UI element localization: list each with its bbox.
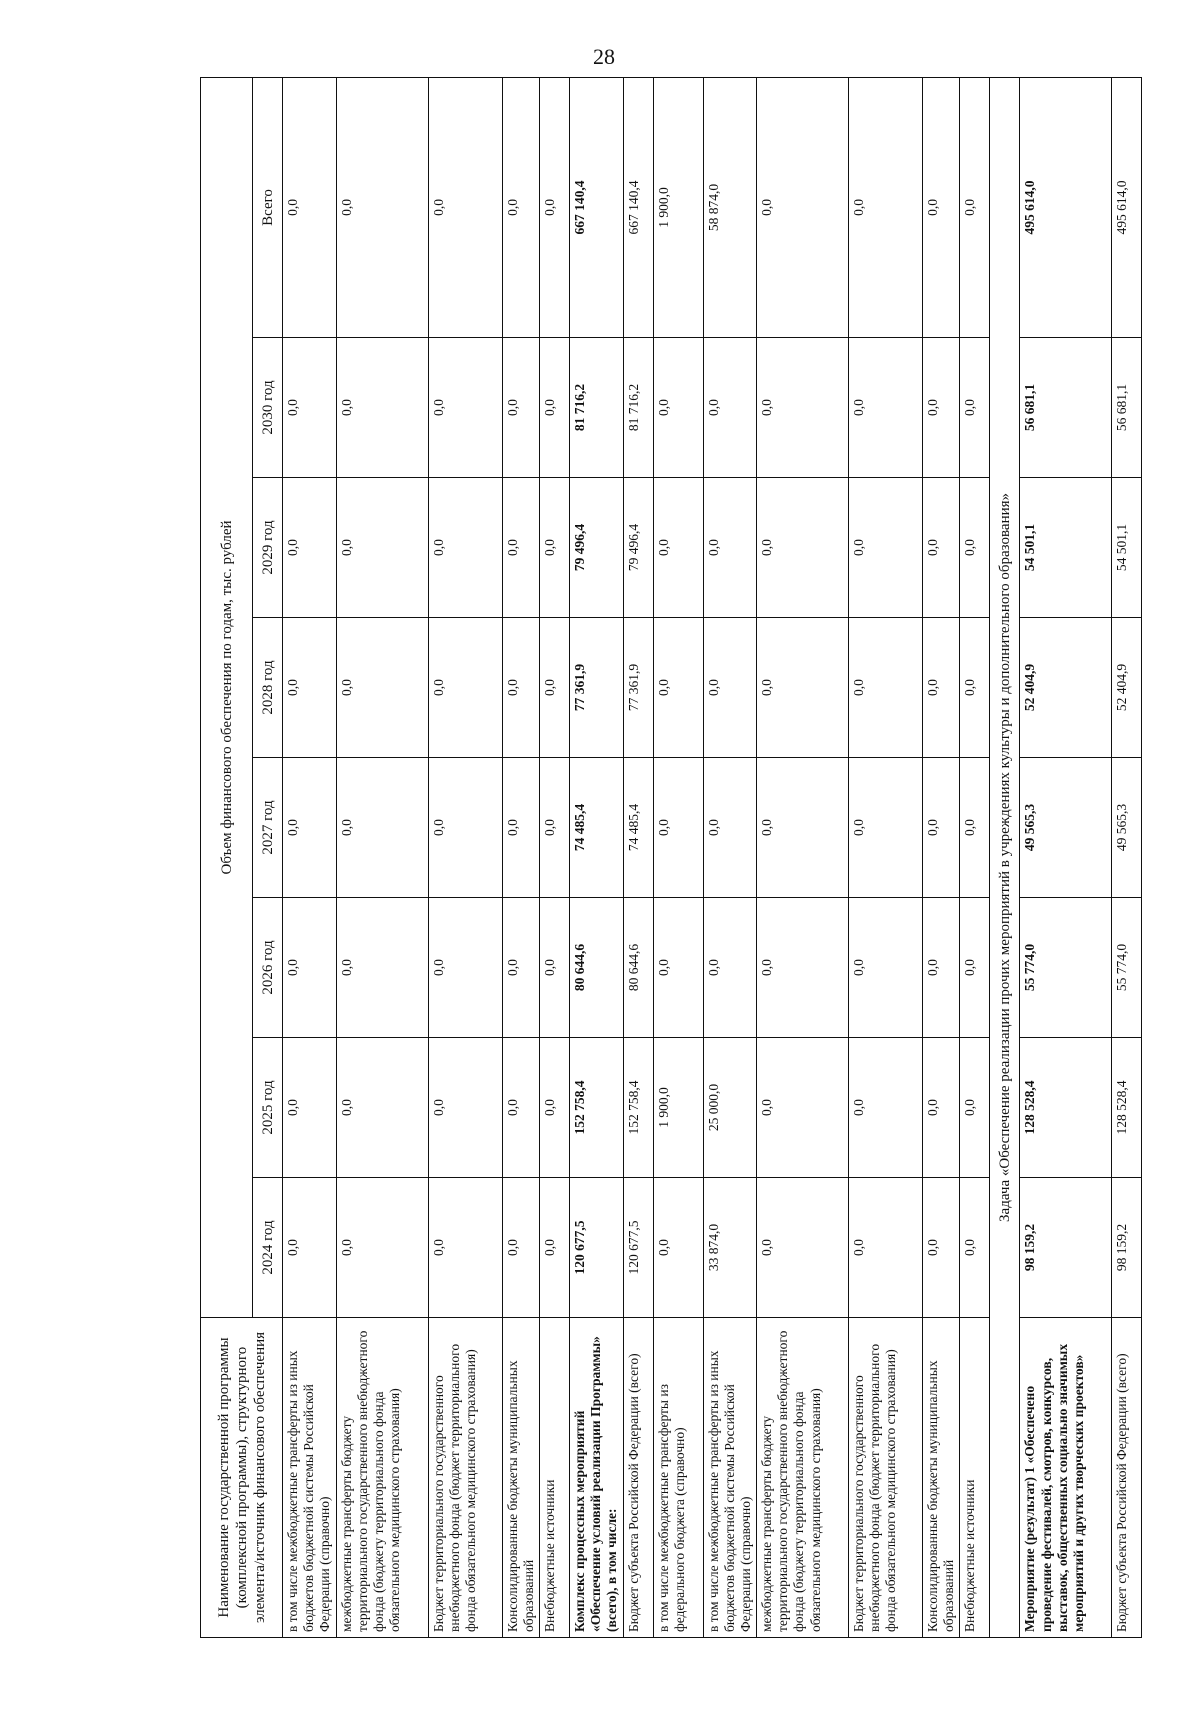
- value-cell: 0,0: [849, 898, 923, 1038]
- row-label: межбюджетные трансферты бюджету территориального государственного внебюджетного фонда (бюджету территориального фонда обязательного медицинского страхования): [336, 1318, 428, 1638]
- value-cell: 128 528,4: [1112, 1038, 1142, 1178]
- value-cell: 0,0: [283, 1178, 337, 1318]
- table-row: [569, 77, 623, 1637]
- value-cell: 0,0: [849, 1178, 923, 1318]
- row-label: в том числе межбюджетные трансферты из иных бюджетов бюджетной системы Российской Федерации (справочно): [283, 1318, 337, 1638]
- value-cell: 0,0: [539, 1178, 569, 1318]
- value-cell: 0,0: [428, 1038, 502, 1178]
- value-cell: 0,0: [502, 1178, 539, 1318]
- value-cell: 0,0: [539, 338, 569, 478]
- value-cell: 77 361,9: [623, 618, 653, 758]
- value-cell: 0,0: [502, 478, 539, 618]
- table-row: [283, 77, 337, 1637]
- header-name: Наименование государственной программы (комплексной программы), структурного элемента/источник финансового обеспечения: [201, 1318, 283, 1638]
- header-year: 2028 год: [253, 618, 283, 758]
- header-year: Всего: [253, 77, 283, 337]
- value-cell: 81 716,2: [623, 338, 653, 478]
- value-cell: 0,0: [539, 77, 569, 337]
- value-cell: 81 716,2: [569, 338, 623, 478]
- value-cell: 0,0: [502, 1038, 539, 1178]
- row-label: межбюджетные трансферты бюджету территориального государственного внебюджетного фонда (бюджету территориального фонда обязательного медицинского страхования): [757, 1318, 849, 1638]
- value-cell: 0,0: [502, 618, 539, 758]
- value-cell: 0,0: [428, 77, 502, 337]
- value-cell: 77 361,9: [569, 618, 623, 758]
- value-cell: 0,0: [849, 77, 923, 337]
- value-cell: 0,0: [757, 77, 849, 337]
- value-cell: 0,0: [283, 758, 337, 898]
- value-cell: 0,0: [960, 618, 990, 758]
- row-label: Бюджет субъекта Российской Федерации (всего): [623, 1318, 653, 1638]
- value-cell: 0,0: [283, 1038, 337, 1178]
- value-cell: 0,0: [923, 478, 960, 618]
- value-cell: 0,0: [757, 1178, 849, 1318]
- value-cell: 0,0: [703, 478, 757, 618]
- value-cell: 0,0: [757, 618, 849, 758]
- table-row: [502, 77, 539, 1637]
- value-cell: 0,0: [283, 478, 337, 618]
- table-row: [1020, 77, 1112, 1637]
- header-year: 2030 год: [253, 338, 283, 478]
- table-row: [703, 77, 757, 1637]
- row-label: Внебюджетные источники: [960, 1318, 990, 1638]
- value-cell: 56 681,1: [1112, 338, 1142, 478]
- value-cell: 58 874,0: [703, 77, 757, 337]
- value-cell: 0,0: [283, 898, 337, 1038]
- table-row: [428, 77, 502, 1637]
- row-label: Комплекс процессных мероприятий «Обеспечение условий реализации Программы» (всего), в том числе:: [569, 1318, 623, 1638]
- value-cell: 152 758,4: [623, 1038, 653, 1178]
- row-label: Бюджет территориального государственного внебюджетного фонда (бюджет территориального фонда обязательного медицинского страхования): [849, 1318, 923, 1638]
- value-cell: 49 565,3: [1112, 758, 1142, 898]
- value-cell: 80 644,6: [569, 898, 623, 1038]
- row-label: Бюджет территориального государственного внебюджетного фонда (бюджет территориального фонда обязательного медицинского страхования): [428, 1318, 502, 1638]
- table-row: [923, 77, 960, 1637]
- header-year: 2026 год: [253, 898, 283, 1038]
- header-year: 2024 год: [253, 1178, 283, 1318]
- value-cell: 0,0: [703, 758, 757, 898]
- header-year: 2025 год: [253, 1038, 283, 1178]
- row-label: Бюджет субъекта Российской Федерации (всего): [1112, 1318, 1142, 1638]
- value-cell: 0,0: [757, 478, 849, 618]
- value-cell: 0,0: [336, 338, 428, 478]
- value-cell: 0,0: [428, 758, 502, 898]
- row-label: Мероприятие (результат) 1 «Обеспечено проведение фестивалей, смотров, конкурсов, выставок, общественных социально значимых мероприятий и других творческих проектов»: [1020, 1318, 1112, 1638]
- value-cell: 667 140,4: [569, 77, 623, 337]
- value-cell: 0,0: [960, 478, 990, 618]
- value-cell: 0,0: [336, 1038, 428, 1178]
- value-cell: 0,0: [283, 77, 337, 337]
- value-cell: 0,0: [923, 1038, 960, 1178]
- value-cell: 80 644,6: [623, 898, 653, 1038]
- value-cell: 0,0: [428, 898, 502, 1038]
- value-cell: 0,0: [703, 338, 757, 478]
- value-cell: 52 404,9: [1112, 618, 1142, 758]
- value-cell: 0,0: [960, 1178, 990, 1318]
- value-cell: 128 528,4: [1020, 1038, 1112, 1178]
- value-cell: 0,0: [283, 338, 337, 478]
- value-cell: 0,0: [336, 618, 428, 758]
- value-cell: 98 159,2: [1020, 1178, 1112, 1318]
- value-cell: 0,0: [539, 478, 569, 618]
- value-cell: 0,0: [923, 338, 960, 478]
- table-row: [990, 77, 1020, 1637]
- value-cell: 0,0: [757, 1038, 849, 1178]
- value-cell: 0,0: [923, 758, 960, 898]
- value-cell: 49 565,3: [1020, 758, 1112, 898]
- value-cell: 0,0: [336, 1178, 428, 1318]
- table-row: [653, 77, 703, 1637]
- table-row: [539, 77, 569, 1637]
- value-cell: 0,0: [539, 1038, 569, 1178]
- value-cell: 0,0: [502, 898, 539, 1038]
- value-cell: 0,0: [960, 1038, 990, 1178]
- value-cell: 0,0: [539, 758, 569, 898]
- funding-table: [200, 77, 1142, 1638]
- value-cell: 495 614,0: [1020, 77, 1112, 337]
- value-cell: 152 758,4: [569, 1038, 623, 1178]
- value-cell: 0,0: [960, 758, 990, 898]
- value-cell: 0,0: [539, 898, 569, 1038]
- value-cell: 0,0: [757, 898, 849, 1038]
- value-cell: 52 404,9: [1020, 618, 1112, 758]
- value-cell: 0,0: [923, 77, 960, 337]
- value-cell: 0,0: [653, 758, 703, 898]
- value-cell: 0,0: [336, 758, 428, 898]
- value-cell: 0,0: [428, 478, 502, 618]
- value-cell: 0,0: [757, 758, 849, 898]
- value-cell: 0,0: [960, 338, 990, 478]
- value-cell: 0,0: [502, 758, 539, 898]
- table-row: [1112, 77, 1142, 1637]
- value-cell: 0,0: [336, 478, 428, 618]
- table-row: [336, 77, 428, 1637]
- value-cell: 0,0: [428, 618, 502, 758]
- value-cell: 98 159,2: [1112, 1178, 1142, 1318]
- value-cell: 667 140,4: [623, 77, 653, 337]
- value-cell: 79 496,4: [569, 478, 623, 618]
- row-label: в том числе межбюджетные трансферты из федерального бюджета (справочно): [653, 1318, 703, 1638]
- value-cell: 0,0: [923, 898, 960, 1038]
- value-cell: 0,0: [923, 618, 960, 758]
- value-cell: 0,0: [653, 1178, 703, 1318]
- value-cell: 0,0: [283, 618, 337, 758]
- header-year: 2029 год: [253, 478, 283, 618]
- table-row: [623, 77, 653, 1637]
- row-label: Консолидированные бюджеты муниципальных образований: [502, 1318, 539, 1638]
- value-cell: 0,0: [703, 618, 757, 758]
- value-cell: 0,0: [539, 618, 569, 758]
- value-cell: 0,0: [960, 77, 990, 337]
- value-cell: 74 485,4: [569, 758, 623, 898]
- row-label: Консолидированные бюджеты муниципальных образований: [923, 1318, 960, 1638]
- value-cell: 56 681,1: [1020, 338, 1112, 478]
- value-cell: 0,0: [653, 898, 703, 1038]
- value-cell: 0,0: [502, 338, 539, 478]
- value-cell: 0,0: [502, 77, 539, 337]
- value-cell: 0,0: [653, 338, 703, 478]
- page-number: 28: [593, 44, 615, 69]
- value-cell: 0,0: [757, 338, 849, 478]
- value-cell: 0,0: [849, 758, 923, 898]
- value-cell: 495 614,0: [1112, 77, 1142, 337]
- value-cell: 120 677,5: [623, 1178, 653, 1318]
- value-cell: 0,0: [923, 1178, 960, 1318]
- value-cell: 0,0: [849, 618, 923, 758]
- table-row: [960, 77, 990, 1637]
- header-volume: Объем финансового обеспечения по годам, тыс. рублей: [201, 77, 253, 1317]
- table-row: [849, 77, 923, 1637]
- value-cell: 0,0: [428, 1178, 502, 1318]
- value-cell: 25 000,0: [703, 1038, 757, 1178]
- value-cell: 0,0: [849, 478, 923, 618]
- value-cell: 1 900,0: [653, 1038, 703, 1178]
- row-label: Внебюджетные источники: [539, 1318, 569, 1638]
- row-label: в том числе межбюджетные трансферты из иных бюджетов бюджетной системы Российской Федерации (справочно): [703, 1318, 757, 1638]
- value-cell: 0,0: [703, 898, 757, 1038]
- value-cell: 0,0: [428, 338, 502, 478]
- value-cell: 120 677,5: [569, 1178, 623, 1318]
- header-year: 2027 год: [253, 758, 283, 898]
- value-cell: 0,0: [653, 618, 703, 758]
- table-row: [757, 77, 849, 1637]
- value-cell: 55 774,0: [1020, 898, 1112, 1038]
- value-cell: 33 874,0: [703, 1178, 757, 1318]
- value-cell: 0,0: [849, 338, 923, 478]
- value-cell: 0,0: [960, 898, 990, 1038]
- value-cell: 1 900,0: [653, 77, 703, 337]
- value-cell: 0,0: [653, 478, 703, 618]
- value-cell: 54 501,1: [1020, 478, 1112, 618]
- value-cell: 55 774,0: [1112, 898, 1142, 1038]
- funding-table-rotated: [200, 78, 1130, 1638]
- value-cell: 79 496,4: [623, 478, 653, 618]
- value-cell: 54 501,1: [1112, 478, 1142, 618]
- value-cell: 0,0: [336, 77, 428, 337]
- task-row-label: Задача «Обеспечение реализации прочих мероприятий в учреждениях культуры и дополнительного образования»: [990, 77, 1020, 1637]
- value-cell: 0,0: [849, 1038, 923, 1178]
- value-cell: 0,0: [336, 898, 428, 1038]
- value-cell: 74 485,4: [623, 758, 653, 898]
